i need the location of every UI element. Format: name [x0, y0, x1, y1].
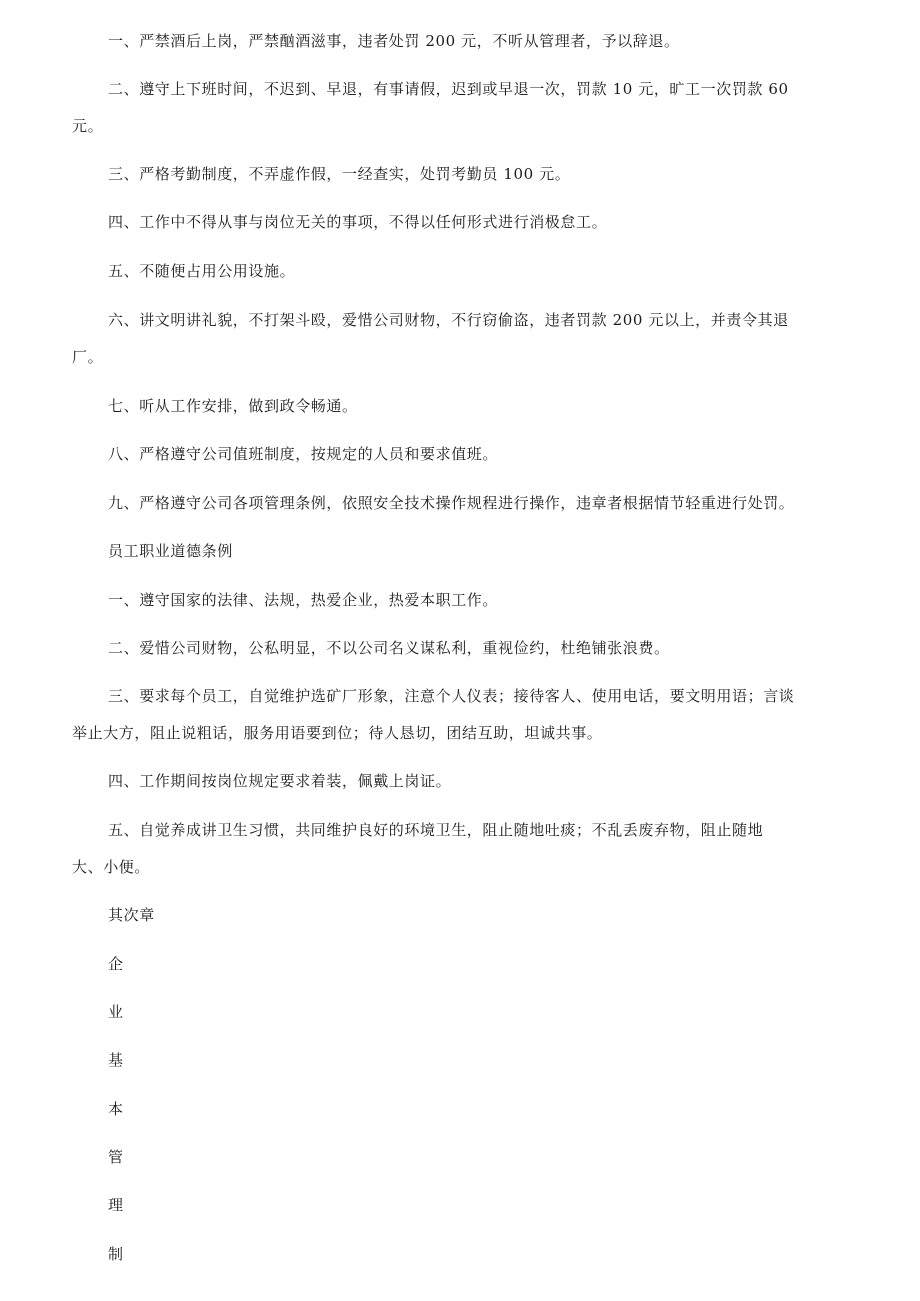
- chapter-title: 其次章: [108, 906, 155, 924]
- ethics-3-cont: 举止大方，阻止说粗话，服务用语要到位；待人恳切，团结互助，坦诚共事。: [72, 724, 603, 742]
- vertical-char: 制: [108, 1245, 124, 1263]
- vertical-char: 基: [108, 1051, 124, 1069]
- rule-9: 九、严格遵守公司各项管理条例，依照安全技术操作规程进行操作，违章者根据情节轻重进行处罚。: [108, 494, 795, 512]
- rule-7: 七、听从工作安排，做到政令畅通。: [108, 397, 358, 415]
- rule-4: 四、工作中不得从事与岗位无关的事项，不得以任何形式进行消极怠工。: [108, 213, 608, 231]
- ethics-1: 一、遵守国家的法律、法规，热爱企业，热爱本职工作。: [108, 591, 499, 609]
- vertical-char: 理: [108, 1196, 124, 1214]
- rule-1: 一、严禁酒后上岗，严禁酗酒滋事，违者处罚 200 元，不听从管理者，予以辞退。: [108, 32, 680, 50]
- ethics-2: 二、爱惜公司财物，公私明显，不以公司名义谋私利，重视俭约，杜绝铺张浪费。: [108, 639, 670, 657]
- ethics-heading: 员工职业道德条例: [108, 542, 233, 560]
- rule-3: 三、严格考勤制度，不弄虚作假，一经查实，处罚考勤员 100 元。: [108, 165, 571, 183]
- ethics-3: 三、要求每个员工，自觉维护选矿厂形象，注意个人仪表；接待客人、使用电话，要文明用语；言谈: [108, 687, 795, 705]
- vertical-char: 业: [108, 1003, 124, 1021]
- vertical-char: 本: [108, 1100, 124, 1118]
- rule-2-cont: 元。: [72, 117, 104, 135]
- ethics-5: 五、自觉养成讲卫生习惯，共同维护良好的环境卫生，阻止随地吐痰；不乱丢废弃物，阻止随地: [108, 821, 764, 839]
- rule-2: 二、遵守上下班时间，不迟到、早退，有事请假，迟到或早退一次，罚款 10 元，旷工一次罚款 60: [108, 80, 789, 98]
- vertical-char: 管: [108, 1148, 124, 1166]
- rule-5: 五、不随便占用公用设施。: [108, 262, 296, 280]
- rule-8: 八、严格遵守公司值班制度，按规定的人员和要求值班。: [108, 445, 499, 463]
- ethics-4: 四、工作期间按岗位规定要求着装，佩戴上岗证。: [108, 772, 452, 790]
- vertical-char: 企: [108, 955, 124, 973]
- rule-6-cont: 厂。: [72, 348, 104, 366]
- rule-6: 六、讲文明讲礼貌，不打架斗殴，爱惜公司财物，不行窃偷盗，违者罚款 200 元以上，并责令其退: [108, 311, 789, 329]
- ethics-5-cont: 大、小便。: [72, 858, 151, 876]
